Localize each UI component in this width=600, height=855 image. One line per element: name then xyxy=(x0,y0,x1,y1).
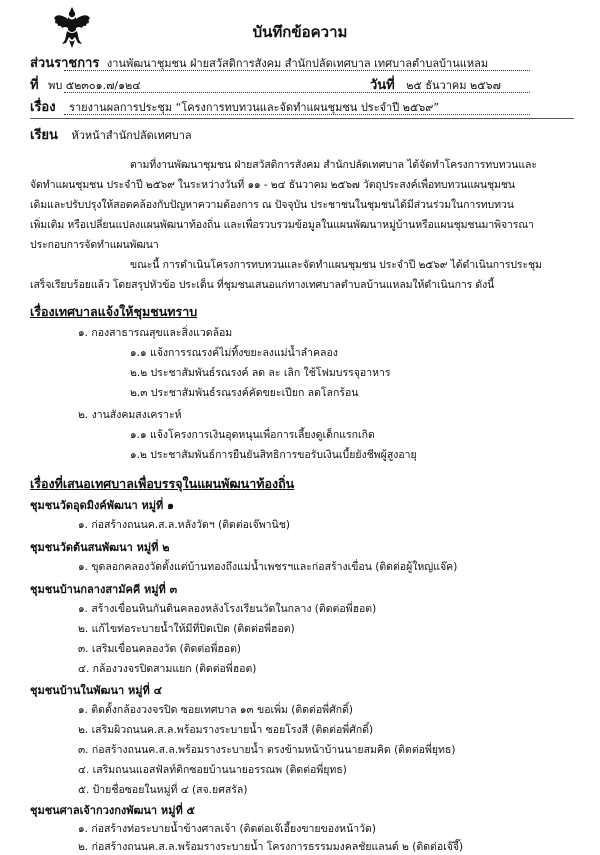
body-p1-line2: จัดทำแผนชุมชน ประจำปี ๒๕๖๙ ในระหว่างวันที่ ๑๑ - ๒๔ ธันวาคม ๒๕๖๗ วัตถุประสงค์เพื่อทบทวนแผนชุมชน xyxy=(30,179,515,191)
s1-group1-title: ๑. กองสาธารณสุขและสิ่งแวดล้อม xyxy=(78,327,233,339)
s1-group2-title: ๒. งานสังคมสงเคราะห์ xyxy=(78,409,182,421)
s1-group2-item1: ๑.๑ แจ้งโครงการเงินอุดหนุนเพื่อการเลี้ยงดูเด็กแรกเกิด xyxy=(130,429,375,441)
to-label: เรียน xyxy=(30,128,58,143)
community-1-name: ชุมชนวัดอุดมิงค์พัฒนา หมู่ที่ ๑ xyxy=(30,499,175,512)
body-p2-line2: เสร็จเรียบร้อยแล้ว โดยสรุปหัวข้อ ประเด็น ที่ชุมชนเสนอแก่ทางเทศบาลตำบลบ้านแหลมให้ดำเนินการ ดังนี้ xyxy=(30,279,495,291)
s1-group1-item2: ๒.๒ ประชาสัมพันธ์รณรงค์ ลด ละ เลิก ใช้โฟมบรรจุอาหาร xyxy=(130,367,391,379)
section2-heading: เรื่องที่เสนอเทศบาลเพื่อบรรจุในแผนพัฒนาท้องถิ่น xyxy=(30,476,295,491)
body-p1-line5: ประกอบการจัดทำแผนพัฒนา xyxy=(30,239,159,251)
community-4-item-2: ๒. เสริมผิวถนนค.ส.ล.พร้อมรางระบายน้ำ ซอยโรงสี (ติดต่อพี่ศักดิ์) xyxy=(78,724,374,736)
subject-value: รายงานผลการประชุม “โครงการทบทวนและจัดทำแผนชุมชน ประจำปี ๒๕๖๙” xyxy=(69,101,440,114)
body-p2-line1: ขณะนี้ การดำเนินโครงการทบทวนและจัดทำแผนชุมชน ประจำปี ๒๕๖๙ ได้ดำเนินการประชุม xyxy=(130,259,542,271)
agency-value: งานพัฒนาชุมชน ฝ่ายสวัสดิการสังคม สำนักปลัดเทศบาล เทศบาลตำบลบ้านแหลม xyxy=(106,57,489,70)
body-p1-line3: เดิมและปรับปรุงให้สอดคล้องกับปัญหาความต้องการ ณ ปัจจุบัน ประชาชนในชุมชนได้มีส่วนร่วมในการทบทวน xyxy=(30,199,514,211)
community-2-name: ชุมชนวัดต้นสนพัฒนา หมู่ที่ ๒ xyxy=(30,541,170,554)
s1-group1-item3: ๒.๓ ประชาสัมพันธ์รณรงค์คัดขยะเปียก ลดโลกร้อน xyxy=(130,387,359,399)
community-3-item-4: ๔. กล้องวงจรปิดสามแยก (ติดต่อพี่ฮอต) xyxy=(78,663,257,675)
agency-label: ส่วนราชการ xyxy=(30,56,100,71)
date-label: วันที่ xyxy=(370,78,395,93)
to-value: หัวหน้าสำนักปลัดเทศบาล xyxy=(71,129,192,142)
community-4-name: ชุมชนบ้านในพัฒนา หมู่ที่ ๔ xyxy=(30,684,162,697)
body-p1-line4: เพิ่มเติม หรือเปลี่ยนแปลงแผนพัฒนาท้องถิ่น และเพื่อรวบรวมข้อมูลในแผนพัฒนาหมู่บ้านหรือแผนชุมชนมาพิจารณา xyxy=(30,219,534,231)
community-3-item-3: ๓. เสริมเขื่อนคลองวัด (ติดต่อพี่ฮอต) xyxy=(78,643,242,655)
community-2-item-1: ๑. ขุดลอกคลองวัดตั้งแต่บ้านทองถึงแม่น้ำเพชรฯและก่อสร้างเขื่อน (ติดต่อผู้ใหญ่แจ๊ค) xyxy=(78,561,458,573)
community-4-item-5: ๕. ป้ายชื่อซอยในหมู่ที่ ๔ (สจ.ยศสรัล) xyxy=(78,784,248,796)
ref-label: ที่ xyxy=(30,78,39,93)
ref-value: พบ ๕๒๓๐๑.๗/๑๒๔ xyxy=(48,79,141,92)
community-3-item-2: ๒. แก้ไขท่อระบายน้ำให้มีที่ปิดเปิด (ติดต่อพี่ฮอต) xyxy=(78,623,295,635)
community-3-item-1: ๑. สร้างเขื่อนหินกันดินคลองหลังโรงเรียนวัดในกลาง (ติดต่อพี่ฮอต) xyxy=(78,603,377,615)
community-3-name: ชุมชนบ้านกลางสามัคคี หมู่ที่ ๓ xyxy=(30,583,178,596)
community-4-item-1: ๑. ติดตั้งกล้องวงจรปิด ซอยเทศบาล ๑๓ ขอเพิ่ม (ติดต่อพี่ศักดิ์) xyxy=(78,704,354,716)
section1-heading: เรื่องเทศบาลแจ้งให้ชุมชนทราบ xyxy=(30,304,198,319)
subject-label: เรื่อง xyxy=(30,100,56,115)
community-4-item-4: ๔. เสริมถนนแอสฟัลท์ติกซอยบ้านนายอรรณพ (ติดต่อพี่ยุทธ) xyxy=(78,764,347,776)
body-p1-line1: ตามที่งานพัฒนาชุมชน ฝ่ายสวัสดิการสังคม สำนักปลัดเทศบาล ได้จัดทำโครงการทบทวนและ xyxy=(130,159,537,171)
date-value: ๒๕ ธันวาคม ๒๕๖๗ xyxy=(406,79,501,92)
to-row xyxy=(30,124,192,145)
community-4-item-3: ๓. ก่อสร้างถนนค.ส.ล.พร้อมรางระบายน้ำ ตรงข้ามหน้าบ้านนายสมคิด (ติดต่อพี่ยุทธ) xyxy=(78,744,456,756)
s1-group2-item2: ๑.๒ ประชาสัมพันธ์การยืนยันสิทธิการขอรับเงินเบี้ยยังชีพผู้สูงอายุ xyxy=(130,449,417,461)
s1-group1-item1: ๑.๑ แจ้งการรณรงค์ไม่ทิ้งขยะลงแม่น้ำลำคลอง xyxy=(130,347,338,359)
memo-title: บันทึกข้อความ xyxy=(252,23,348,41)
community-5-name: ชุมชนศาลเจ้ากวงกงพัฒนา หมู่ที่ ๕ xyxy=(30,804,195,817)
community-1-item-1: ๑. ก่อสร้างถนนค.ส.ล.หลังวัดฯ (ติดต่อเจ๊พานิช) xyxy=(78,519,290,531)
community-5-item-1: ๑. ก่อสร้างท่อระบายน้ำข้างศาลเจ้า (ติดต่อเจ๊เอี้ยงขายของหน้าวัด) xyxy=(78,823,376,835)
community-5-item-2: ๒. ก่อสร้างถนนค.ส.ล.พร้อมรางระบายน้ำ โครงการธรรมมงคลชัยแลนด์ ๒ (ติดต่อเจ๊จี๊) xyxy=(78,841,464,853)
